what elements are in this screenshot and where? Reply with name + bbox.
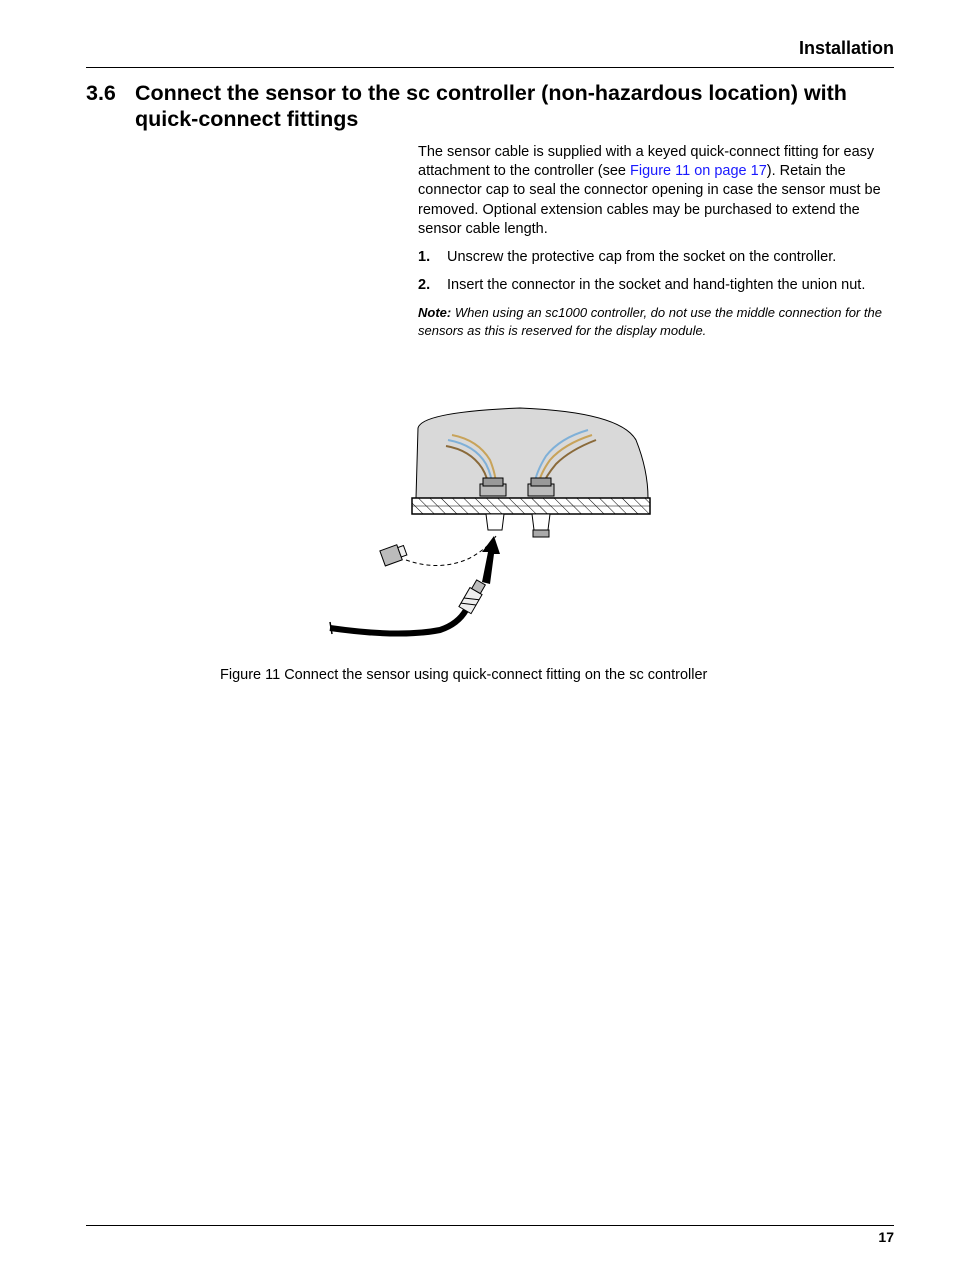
- section-title: Connect the sensor to the sc controller (non-hazardous location) with quick-connect fittings: [135, 81, 847, 131]
- intro-text-before: The sensor cable is supplied with a keyed quick-connect fitting for easy attachment to the controller (see: [418, 144, 875, 180]
- controller-connection-drawing: [320, 400, 660, 650]
- footer-rule: [86, 1225, 894, 1226]
- figure-illustration: [320, 400, 660, 650]
- cap-path-dashed: [406, 536, 496, 566]
- step-item: [418, 276, 898, 295]
- step-text: Insert the connector in the socket and hand-tighten the union nut.: [447, 277, 866, 294]
- socket-capped: [532, 514, 550, 530]
- intro-paragraph: [418, 143, 898, 239]
- protective-cap: [380, 543, 408, 566]
- step-item: [418, 248, 898, 267]
- sensor-cable: [330, 610, 466, 634]
- quick-connect-fitting: [459, 579, 487, 614]
- intro-text-after: ). Retain the connector cap to seal the connector opening in case the sensor must be removed. Optional extension cables may be purchased to extend the sensor cable length.: [418, 163, 881, 237]
- step-number: 2.: [418, 277, 431, 294]
- section-number: 3.6: [86, 81, 116, 105]
- socket-open: [486, 514, 504, 530]
- step-number: 1.: [418, 249, 431, 266]
- figure-caption: Figure 11 Connect the sensor using quick-connect fitting on the sc controller: [220, 667, 708, 683]
- figure-link[interactable]: Figure 11 on page 17: [629, 163, 767, 180]
- note: [418, 304, 898, 340]
- steps-list: [418, 248, 898, 295]
- note-text: When using an sc1000 controller, do not use the middle connection for the sensors as this is reserved for the display module.: [418, 305, 882, 339]
- insert-arrow: [482, 536, 500, 584]
- step-text: Unscrew the protective cap from the socket on the controller.: [447, 249, 837, 266]
- header-rule: [86, 67, 894, 68]
- page-number: 17: [878, 1229, 894, 1245]
- running-header: Installation: [798, 38, 894, 58]
- note-label: Note:: [418, 305, 452, 321]
- body-column: [418, 143, 898, 340]
